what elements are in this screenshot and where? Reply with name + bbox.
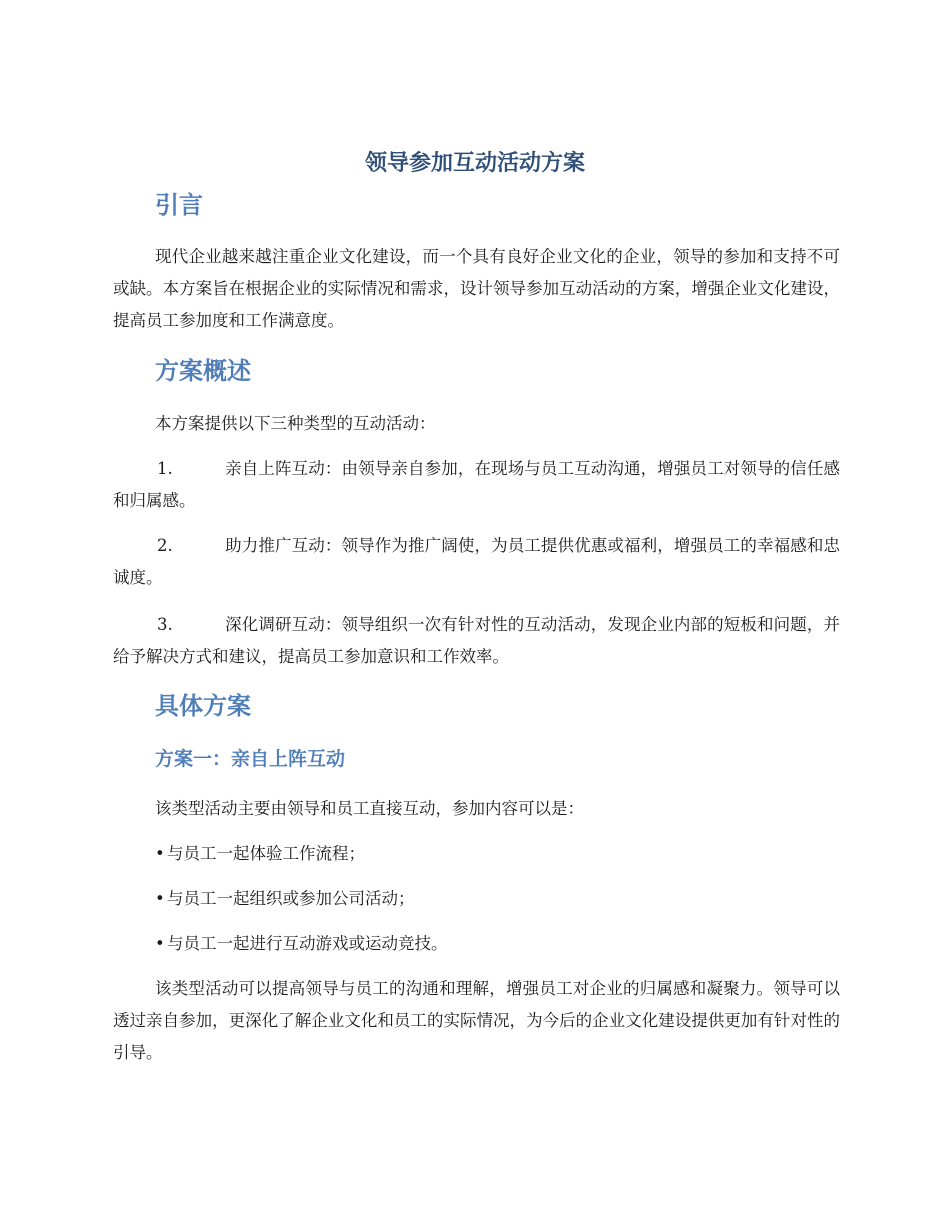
plan1-bullet-1: [155, 838, 365, 870]
plan1-bullet-2: [155, 883, 415, 915]
overview-item-number: 3.: [157, 615, 173, 634]
section-heading-overview: 方案概述: [155, 357, 251, 385]
section-heading-intro: 引言: [155, 191, 203, 219]
bullet-text: 与员工一起进行互动游戏或运动竞技。: [167, 934, 448, 953]
overview-item-number: 1.: [157, 459, 173, 478]
bullet-icon: •: [155, 889, 165, 908]
bullet-text: 与员工一起组织或参加公司活动；: [167, 889, 415, 908]
overview-item-number: 2.: [157, 536, 173, 555]
bullet-icon: •: [155, 934, 165, 953]
plan1-lead: 该类型活动主要由领导和员工直接互动，参加内容可以是：: [155, 799, 584, 818]
overview-item-1: [113, 453, 840, 517]
overview-item-text: 助力推广互动：领导作为推广阔使，为员工提供优惠或福利，增强员工的幸福感和忠诚度。: [113, 536, 840, 587]
bullet-text: 与员工一起体验工作流程；: [167, 844, 365, 863]
overview-item-text: 亲自上阵互动：由领导亲自参加，在现场与员工互动沟通，增强员工对领导的信任感和归属感。: [113, 459, 840, 510]
intro-paragraph: 现代企业越来越注重企业文化建设，而一个具有良好企业文化的企业，领导的参加和支持不可或缺。本方案旨在根据企业的实际情况和需求，设计领导参加互动活动的方案，增强企业文化建设，提高员工参加度和工作满意度。: [113, 247, 840, 330]
bullet-icon: •: [155, 844, 165, 863]
plan1-conclusion: 该类型活动可以提高领导与员工的沟通和理解，增强员工对企业的归属感和凝聚力。领导可以透过亲自参加，更深化了解企业文化和员工的实际情况，为今后的企业文化建设提供更加有针对性的引导。: [113, 979, 840, 1062]
section-heading-detail: 具体方案: [155, 692, 251, 720]
overview-item-3: [113, 609, 840, 673]
overview-lead: 本方案提供以下三种类型的互动活动：: [155, 414, 436, 433]
overview-item-text: 深化调研互动：领导组织一次有针对性的互动活动，发现企业内部的短板和问题，并给予解决方式和建议，提高员工参加意识和工作效率。: [113, 615, 840, 666]
document-title: 领导参加互动活动方案: [364, 151, 585, 176]
overview-item-2: [113, 530, 840, 594]
plan1-bullet-3: [155, 928, 448, 960]
subsection-heading-plan1: 方案一：亲自上阵互动: [155, 748, 346, 770]
